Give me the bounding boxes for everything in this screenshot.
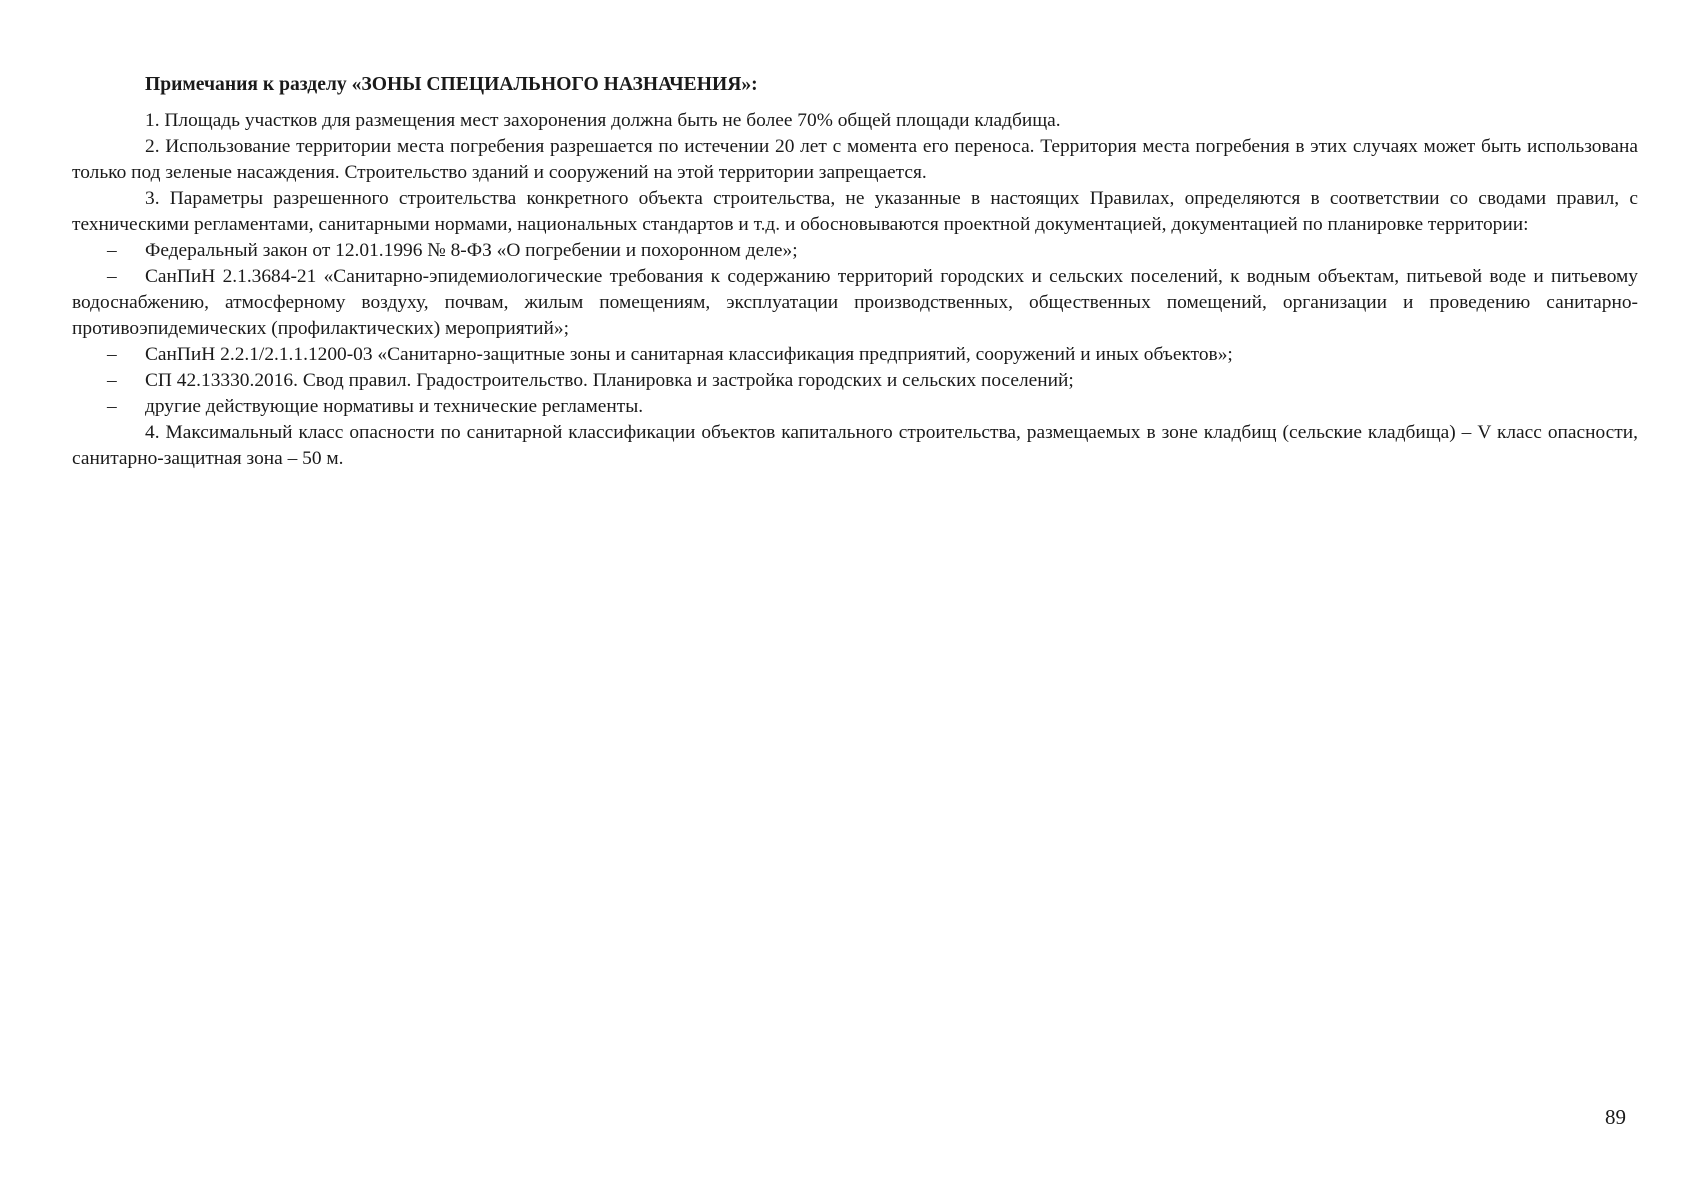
page-number: 89	[1605, 1105, 1626, 1129]
note-4: 4. Максимальный класс опасности по санитарной классификации объектов капитального строительства, размещаемых в зоне кладбищ (сельские кладбища) – V класс опасности, санитарно-защитная зона – 50 м.	[72, 422, 1638, 469]
note-3: 3. Параметры разрешенного строительства конкретного объекта строительства, не указанные в настоящих Правилах, определяются в соответствии со сводами правил, с техническими регламентами, санитарными нормами, национальных стандартов и т.д. и обосновываются проектной документацией, документацией по планировке территории:	[72, 188, 1638, 235]
list-item-text: СанПиН 2.1.3684-21 «Санитарно-эпидемиологические требования к содержанию территорий городских и сельских поселений, к водным объектам, питьевой воде и питьевому водоснабжению, атмосферному воздуху, почвам, жилым помещениям, эксплуатации производственных, общественных помещений, организации и проведению санитарно-противоэпидемических (профилактических) мероприятий»;	[72, 266, 1638, 339]
dash-bullet: –	[107, 344, 117, 365]
dash-bullet: –	[107, 396, 117, 417]
list-item-text: Федеральный закон от 12.01.1996 № 8-ФЗ «О погребении и похоронном деле»;	[145, 240, 798, 261]
document-body	[72, 72, 1638, 472]
note-2: 2. Использование территории места погребения разрешается по истечении 20 лет с момента его переноса. Территория места погребения в этих случаях может быть использована только под зеленые насаждения. Строительство зданий и сооружений на этой территории запрещается.	[72, 136, 1638, 183]
list-item	[72, 394, 1638, 420]
list-item-text: СанПиН 2.2.1/2.1.1.1200-03 «Санитарно-защитные зоны и санитарная классификация предприятий, сооружений и иных объектов»;	[145, 344, 1233, 365]
list-item	[72, 368, 1638, 394]
list-item	[72, 342, 1638, 368]
list-item-text: СП 42.13330.2016. Свод правил. Градостроительство. Планировка и застройка городских и сельских поселений;	[145, 370, 1074, 391]
dash-bullet: –	[107, 240, 117, 261]
list-item	[72, 264, 1638, 342]
list-item	[72, 238, 1638, 264]
list-item-text: другие действующие нормативы и технические регламенты.	[145, 396, 644, 417]
regulation-list	[72, 238, 1638, 420]
section-heading: Примечания к разделу «ЗОНЫ СПЕЦИАЛЬНОГО НАЗНАЧЕНИЯ»:	[145, 74, 758, 95]
dash-bullet: –	[107, 266, 117, 287]
note-1: 1. Площадь участков для размещения мест захоронения должна быть не более 70% общей площади кладбища.	[145, 110, 1061, 131]
dash-bullet: –	[107, 370, 117, 391]
